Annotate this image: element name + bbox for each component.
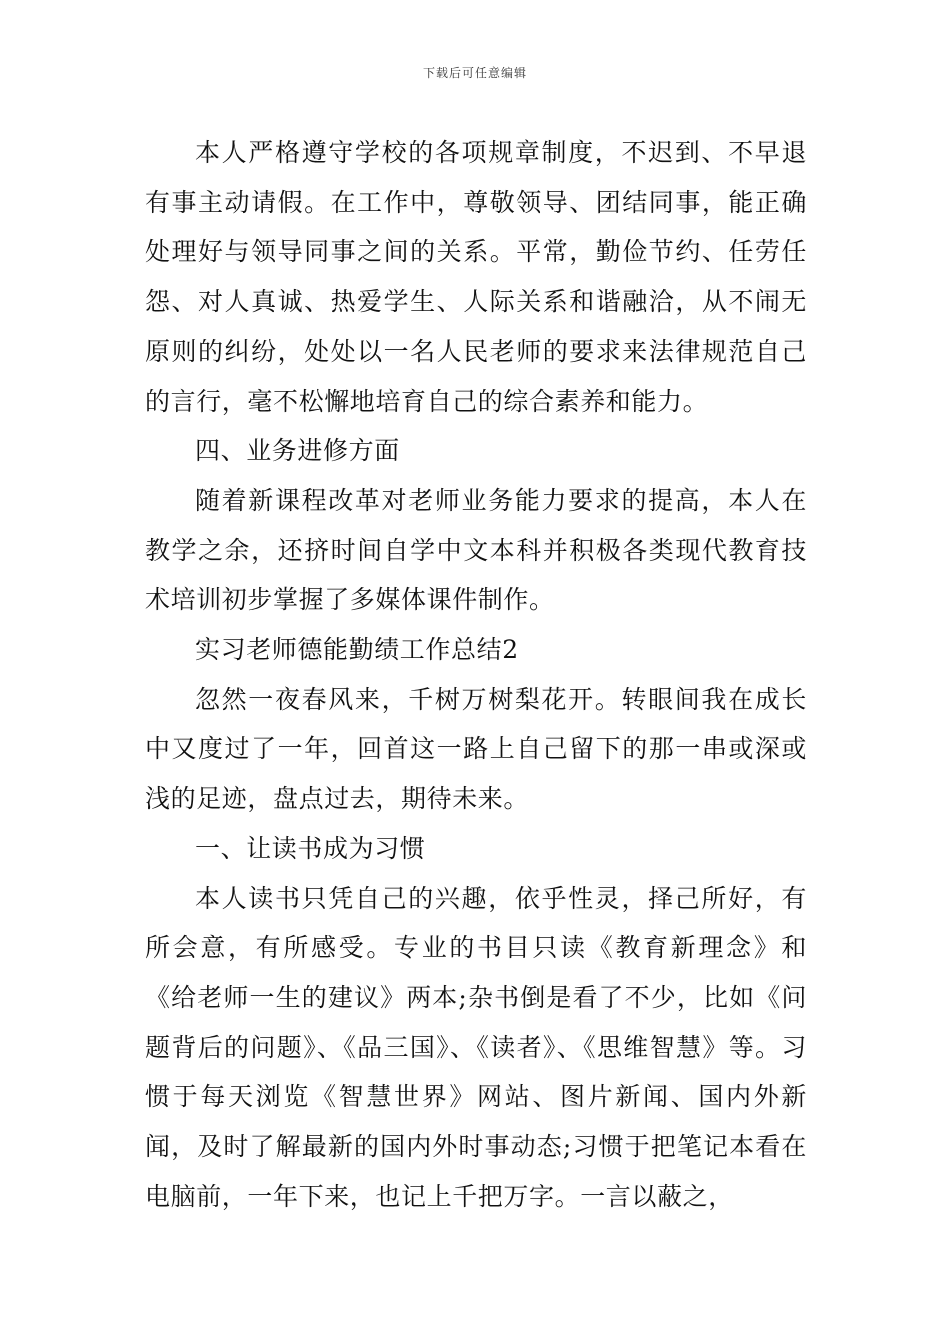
section-heading-study: 四、业务进修方面	[195, 436, 400, 466]
document-title-2: 实习老师德能勤绩工作总结2	[195, 635, 519, 665]
paragraph-conduct: 本人严格遵守学校的各项规章制度，不迟到、不早退有事主动请假。在工作中，尊敬领导、团结同事，能正确处理好与领导同事之间的关系。平常，勤俭节约、任劳任怨、对人真诚、热爱学生、人际关系和谐融洽，从不闹无原则的纠纷，处处以一名人民老师的要求来法律规范自己的言行，毫不松懈地培育自己的综合素养和能力。	[145, 138, 807, 416]
paragraph-intro: 忽然一夜春风来，千树万树梨花开。转眼间我在成长中又度过了一年，回首这一路上自己留下的那一串或深或浅的足迹，盘点过去，期待未来。	[145, 684, 807, 814]
page-header: 下载后可任意编辑	[422, 66, 527, 80]
document-body	[145, 128, 807, 1221]
paragraph-reading: 本人读书只凭自己的兴趣，依乎性灵，择己所好，有所会意，有所感受。专业的书目只读《教育新理念》和《给老师一生的建议》两本;杂书倒是看了不少，比如《问题背后的问题》、《品三国》、《读者》、《思维智慧》等。习惯于每天浏览《智慧世界》网站、图片新闻、国内外新闻，及时了解最新的国内外时事动态;习惯于把笔记本看在电脑前，一年下来，也记上千把万字。一言以蔽之，	[145, 883, 807, 1211]
paragraph-study: 随着新课程改革对老师业务能力要求的提高，本人在教学之余，还挤时间自学中文本科并积极各类现代教育技术培训初步掌握了多媒体课件制作。	[145, 485, 807, 615]
section-heading-reading: 一、让读书成为习惯	[195, 833, 426, 863]
